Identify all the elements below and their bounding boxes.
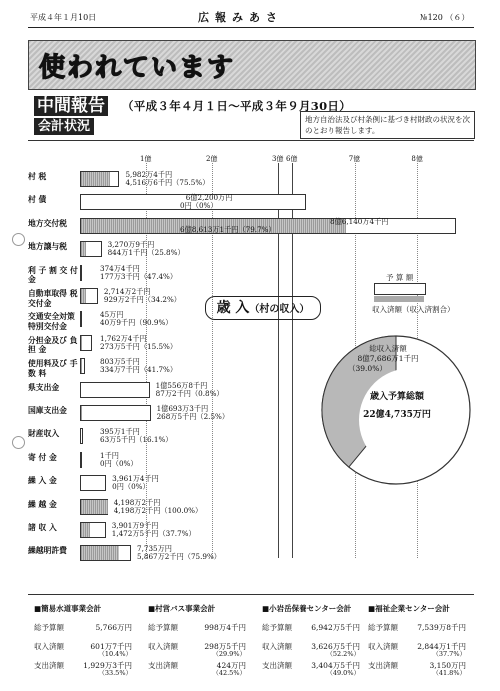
special-row-value: 1,929万3千円 xyxy=(83,661,132,670)
budget-value: 5,982万4千円 xyxy=(125,170,173,179)
special-row-label: 支出済額 xyxy=(368,661,398,670)
intro-note: 地方自治法及び村条例に基づき村財政の状況を次のとおり報告します。 xyxy=(300,111,475,139)
exec-bar xyxy=(81,336,82,350)
budget-bar xyxy=(80,452,82,468)
exec-value: 0円（0%） xyxy=(180,201,218,211)
category-label: 利 子 割 交 付 金 xyxy=(28,265,78,285)
pie-exec-value: 8億7,686万1千円 xyxy=(357,354,419,363)
special-row-value: 2,844万1千円 xyxy=(417,642,466,651)
special-row-value: 3,626万5千円 xyxy=(311,642,360,651)
section-title: 会計状況 xyxy=(34,118,94,135)
category-label: 自動車取得 税交付金 xyxy=(28,289,78,308)
exec-bar xyxy=(81,172,110,186)
exec-bar xyxy=(81,289,86,303)
budget-bar xyxy=(80,475,106,491)
exec-value: 87万2千円（0.8%） xyxy=(155,388,224,398)
exec-value: 1,472万5千円（37.7%） xyxy=(111,529,196,538)
category-label: 諸 収 入 xyxy=(28,523,57,532)
special-row-value: 998万4千円 xyxy=(204,623,246,632)
special-row-value: 3,150万円 xyxy=(429,661,466,670)
budget-value: 1,762万4千円 xyxy=(100,333,147,343)
budget-value: 4,198万2千円 xyxy=(113,497,161,507)
special-row-label: 総予算額 xyxy=(262,623,292,632)
exec-value: 177万3千円（47.4%） xyxy=(100,271,178,281)
exec-value: 0円（0%） xyxy=(112,482,150,492)
special-row-value: 6,942万5千円 xyxy=(311,623,360,632)
budget-bar xyxy=(80,405,151,421)
category-label: 寄 付 金 xyxy=(28,452,57,462)
issue-number: №120 （６） xyxy=(420,13,470,22)
section-rule xyxy=(28,140,474,141)
category-label: 地方譲与税 xyxy=(28,242,67,252)
special-row-percent: （37.7%） xyxy=(432,650,466,658)
budget-value: 45万円 xyxy=(100,310,124,320)
special-row-label: 総予算額 xyxy=(148,623,178,632)
special-row-value: 298万5千円 xyxy=(204,642,246,651)
special-row-label: 収入済額 xyxy=(262,642,292,651)
category-label: 村 債 xyxy=(28,195,47,205)
special-row-label: 支出済額 xyxy=(262,661,292,670)
banner-title: 使われています xyxy=(39,53,236,83)
special-row-percent: （42.5%） xyxy=(212,669,246,677)
special-row-percent: （10.4%） xyxy=(98,650,132,658)
exec-value: 268万5千円（2.5%） xyxy=(156,412,230,421)
exec-value: 273万5千円（15.5%） xyxy=(100,341,178,351)
budget-value: 6億2,200万円 xyxy=(185,193,233,203)
budget-value: 374万4千円 xyxy=(100,263,140,273)
budget-value: 1億693万3千円 xyxy=(156,404,209,413)
special-account-title: ■簡易水道事業会計 xyxy=(34,604,102,613)
special-account-title: ■村営バス事業会計 xyxy=(148,604,216,613)
special-row-value: 424万円 xyxy=(216,661,246,670)
axis-tick-label: 3億 xyxy=(272,155,284,163)
legend-budget-swatch xyxy=(374,283,426,295)
legend-budget-label: 予 算 額 xyxy=(386,273,414,282)
exec-bar xyxy=(81,546,119,560)
category-label: 地方交付税 xyxy=(28,218,67,228)
category-label: 使用料及び 手 数 料 xyxy=(28,359,78,378)
exec-value: 844万1千円（25.8%） xyxy=(107,248,185,258)
exec-bar xyxy=(81,500,108,514)
budget-value: 7,735万円 xyxy=(137,544,172,554)
pie-budget-label-group xyxy=(352,388,442,424)
category-label: 財産収入 xyxy=(28,429,60,439)
special-row-label: 収入済額 xyxy=(34,642,64,651)
axis-tick-label: 7億 xyxy=(348,155,361,163)
category-label: 分担金及び 負 担 金 xyxy=(28,335,78,355)
special-row-percent: （41.8%） xyxy=(432,669,466,677)
budget-bar xyxy=(80,428,83,444)
exec-value: 5,867万2千円（75.9%） xyxy=(137,552,221,562)
special-row-value: 601万7千円 xyxy=(90,642,132,651)
exec-bar xyxy=(81,359,82,373)
category-label: 繰 越 金 xyxy=(28,499,57,509)
special-row-value: 3,404万5千円 xyxy=(311,661,360,670)
pie-exec-pct: （39.0%） xyxy=(348,364,387,373)
budget-value: 1千円 xyxy=(100,450,119,460)
axis-tick-label: 8億 xyxy=(411,155,423,163)
pie-budget-value: 22億4,735万円 xyxy=(363,410,431,420)
revenue-subtitle: （村の収入） xyxy=(249,304,310,315)
special-row-label: 支出済額 xyxy=(148,661,178,670)
exec-value: 4,198万2千円（100.0%） xyxy=(113,505,203,515)
exec-value: 63万5千円（16.1%） xyxy=(100,435,173,445)
exec-bar xyxy=(81,406,82,420)
legend-exec-label: 収入済額（収入済割合） xyxy=(372,305,455,314)
exec-bar xyxy=(81,523,90,537)
pie-exec-label: 総収入済額 xyxy=(369,344,407,353)
revenue-heading xyxy=(205,296,321,320)
special-row-label: 総予算額 xyxy=(368,623,398,632)
axis-tick-label: 6億 xyxy=(286,155,298,163)
exec-value: 40万9千円（90.9%） xyxy=(100,318,173,328)
special-row-percent: （52.2%） xyxy=(326,650,360,658)
paper-name: 広報みあさ xyxy=(198,11,283,24)
exec-value: 929万2千円（34.2%） xyxy=(103,295,181,304)
category-label: 繰越明許費 xyxy=(28,546,67,556)
report-period: （平成３年４月１日～平成３年９月30日） xyxy=(122,99,352,113)
special-row-label: 収入済額 xyxy=(368,642,398,651)
report-title: 中間報告 xyxy=(34,96,108,116)
budget-value: 1億556万8千円 xyxy=(155,380,208,390)
punch-hole xyxy=(12,233,25,246)
header-rule xyxy=(28,27,474,28)
budget-value: 3,901万9千円 xyxy=(111,521,159,530)
pie-budget-label: 歳入予算総額 xyxy=(369,392,424,402)
budget-value: 803万5千円 xyxy=(100,357,140,367)
special-row-value: 7,539万8千円 xyxy=(417,623,466,632)
budget-value: 3,270万9千円 xyxy=(107,240,155,250)
budget-value: 8億6,140万4千円 xyxy=(330,216,389,226)
punch-hole xyxy=(12,436,25,449)
special-account-title: ■福祉企業センター会計 xyxy=(368,604,450,613)
category-label: 交通安全対策 特別交付金 xyxy=(28,312,75,331)
category-label: 県支出金 xyxy=(28,382,60,392)
budget-value: 395万1千円 xyxy=(100,427,140,437)
exec-value: 4,516万6千円（75.5%） xyxy=(125,178,210,187)
budget-value: 2,714万2千円 xyxy=(103,287,151,296)
special-row-percent: （49.0%） xyxy=(326,669,360,677)
pie-exec-label-group xyxy=(348,344,428,374)
axis-tick-label: 1億 xyxy=(140,155,152,163)
special-row-label: 支出済額 xyxy=(34,661,64,670)
exec-value: 0円（0%） xyxy=(100,458,138,468)
special-row-value: 5,766万円 xyxy=(95,623,132,632)
budget-bar xyxy=(80,311,82,327)
exec-bar xyxy=(81,242,86,256)
category-label: 国庫支出金 xyxy=(28,406,67,415)
exec-value: 6億8,613万1千円（79.7%） xyxy=(180,224,276,234)
budget-value: 3,961万4千円 xyxy=(112,474,159,484)
special-account-title: ■小岩岳保養センター会計 xyxy=(262,604,352,613)
title-banner xyxy=(28,40,476,90)
header-date: 平成４年１月10日 xyxy=(30,13,97,22)
special-row-label: 収入済額 xyxy=(148,642,178,651)
special-row-label: 総予算額 xyxy=(34,623,64,632)
legend-exec-swatch xyxy=(374,296,424,302)
revenue-title: 歳 入 xyxy=(216,300,250,316)
category-label: 繰 入 金 xyxy=(28,476,57,486)
category-label: 村 税 xyxy=(28,172,47,181)
exec-value: 334万7千円（41.7%） xyxy=(100,365,178,375)
axis-tick-label: 2億 xyxy=(206,155,218,163)
special-row-percent: （33.5%） xyxy=(98,669,132,677)
bottom-rule xyxy=(28,594,474,595)
budget-bar xyxy=(80,382,150,398)
special-row-percent: （29.9%） xyxy=(212,650,246,658)
